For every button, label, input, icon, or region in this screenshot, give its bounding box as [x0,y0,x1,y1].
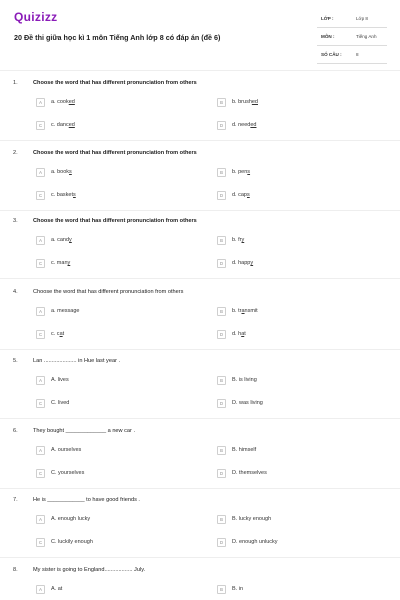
option-text: c. many [51,260,71,266]
meta-label: SỐ CÂU : [321,52,342,57]
option-letter-box: A [36,307,45,316]
option-text: a. books [51,169,72,175]
option-text: A. ourselves [51,447,82,453]
meta-row-count [317,46,387,64]
option-letter-box: C [36,399,45,408]
quizizz-logo: Quizizz [14,10,58,24]
option-text: c. danced [51,122,75,128]
option-letter-box: B [217,585,226,594]
question-number: 4. [13,289,18,295]
option-letter-box: C [36,538,45,547]
question-divider [0,278,400,279]
question-text: They bought _____________ a new car . [33,428,136,434]
meta-row-class [317,10,387,28]
question-number: 1. [13,80,18,86]
question-text: Choose the word that has different pronunciation from others [33,289,184,295]
option-letter-box: B [217,515,226,524]
option-text: d. hat [232,331,246,337]
option-letter-box: B [217,98,226,107]
meta-value: 8 [356,52,359,57]
option-letter-box: D [217,121,226,130]
question-text: Choose the word that has different pronunciation from others [33,80,197,86]
question-text: He is ____________ to have good friends . [33,497,140,503]
worksheet-header [0,0,400,62]
option-letter-box: B [217,446,226,455]
option-text: B. in [232,586,244,592]
option-letter-box: A [36,515,45,524]
option-letter-box: D [217,469,226,478]
question-divider [0,488,400,489]
option-letter-box: D [217,259,226,268]
question-text: My sister is going to England.................. July. [33,567,146,573]
option-letter-box: C [36,330,45,339]
option-text: d. needed [232,122,257,128]
option-text: D. themselves [232,470,267,476]
option-letter-box: D [217,191,226,200]
question-divider [0,140,400,141]
option-text: c. baskets [51,192,76,198]
option-text: b. transmit [232,308,258,314]
option-text: C. lived [51,400,70,406]
question-number: 3. [13,218,18,224]
question-number: 5. [13,358,18,364]
option-letter-box: A [36,446,45,455]
option-letter-box: A [36,376,45,385]
option-text: B. lucky enough [232,516,272,522]
option-letter-box: A [36,236,45,245]
worksheet-title: 20 Đề thi giữa học kì 1 môn Tiếng Anh lớp 8 có đáp án (đề 6) [14,33,221,42]
option-text: c. cat [51,331,65,337]
option-text: a. candy [51,237,72,243]
question-number: 8. [13,567,18,573]
worksheet-meta [317,10,387,64]
option-text: b. pens [232,169,251,175]
option-letter-box: A [36,585,45,594]
option-text: A. enough lucky [51,516,91,522]
option-letter-box: D [217,538,226,547]
meta-label: LỚP : [321,16,334,21]
option-text: B. himself [232,447,257,453]
option-text: D. enough unlucky [232,539,278,545]
option-text: D. was living [232,400,263,406]
header-divider [0,70,400,71]
option-text: b. fry [232,237,245,243]
option-text: B. is living [232,377,257,383]
question-number: 7. [13,497,18,503]
meta-row-subject [317,28,387,46]
option-text: a. cooked [51,99,75,105]
question-divider [0,349,400,350]
question-divider [0,210,400,211]
option-letter-box: B [217,236,226,245]
question-text: Choose the word that has different pronunciation from others [33,218,197,224]
option-text: d. happy [232,260,254,266]
option-text: C. luckily enough [51,539,93,545]
question-number: 2. [13,150,18,156]
meta-label: MÔN : [321,34,335,39]
option-letter-box: C [36,191,45,200]
option-letter-box: C [36,121,45,130]
option-text: C. yourselves [51,470,85,476]
option-letter-box: A [36,98,45,107]
meta-value: Lớp 8 [356,16,368,21]
option-text: b. brushed [232,99,258,105]
option-text: A. at [51,586,63,592]
question-divider [0,557,400,558]
meta-value: Tiếng Anh [356,34,377,39]
question-number: 6. [13,428,18,434]
option-text: A. lives [51,377,69,383]
option-letter-box: A [36,168,45,177]
option-letter-box: B [217,307,226,316]
option-text: a. message [51,308,80,314]
option-letter-box: B [217,376,226,385]
option-letter-box: D [217,330,226,339]
option-text: d. caps [232,192,250,198]
option-letter-box: D [217,399,226,408]
option-letter-box: C [36,469,45,478]
question-text: Lan ..................... in Hue last year . [33,358,121,364]
question-text: Choose the word that has different pronunciation from others [33,150,197,156]
option-letter-box: C [36,259,45,268]
question-divider [0,418,400,419]
option-letter-box: B [217,168,226,177]
